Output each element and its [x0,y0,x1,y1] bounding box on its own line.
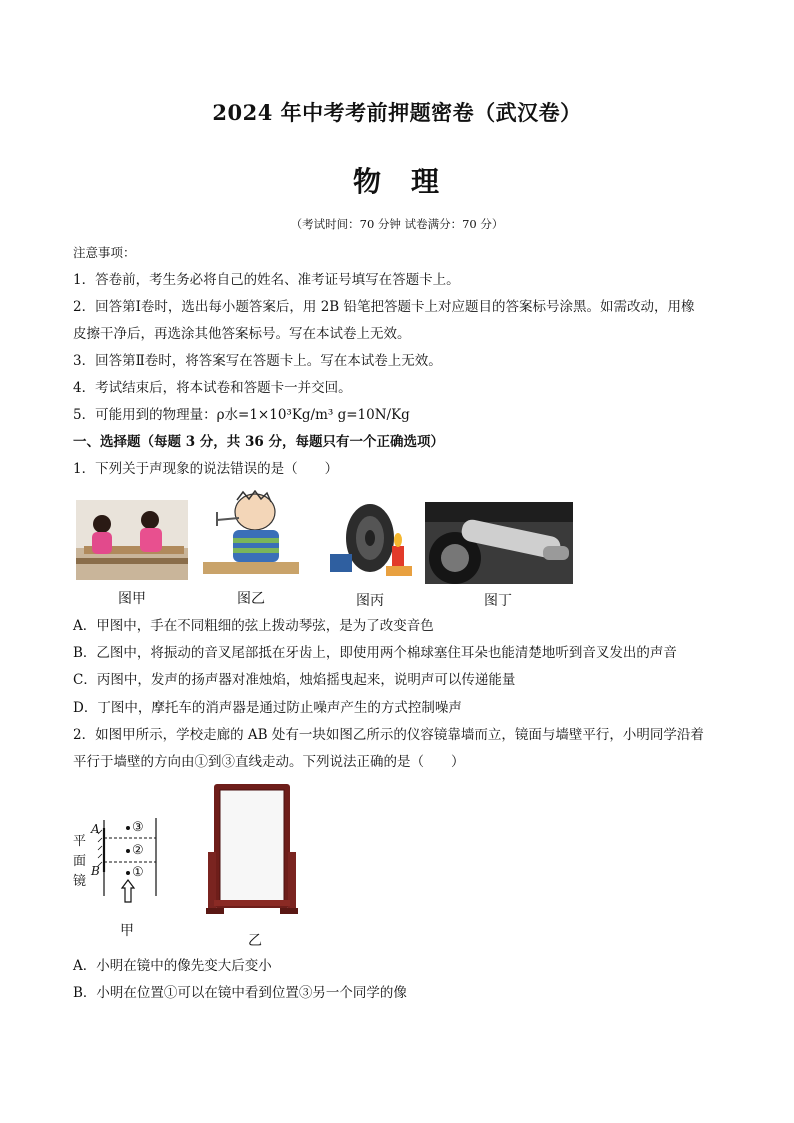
mirror-label-char: 平 [73,834,87,849]
figure-caption: 图乙 [237,591,265,607]
question-2-stem: 2．如图甲所示，学校走廊的 AB 处有一块如图乙所示的仪容镜靠墙而立，镜面与墙壁平行，小明同学沿着 [73,727,704,743]
figure-caption: 乙 [248,933,262,949]
speaker-candle-image [322,498,418,584]
exam-title: 2024 年中考考前押题密卷（武汉卷） [212,100,582,125]
question-1-stem: 1．下列关于声现象的说法错误的是（ ） [73,461,339,477]
mirror-plan-diagram [72,810,172,910]
position-label: ② [132,843,144,858]
guzheng-players-image [76,500,188,580]
question-1-option: D．丁图中，摩托车的消声器是通过防止噪声产生的方式控制噪声 [73,700,462,716]
subject-char: 物 [352,165,383,198]
question-2-option: A．小明在镜中的像先变大后变小 [73,958,272,974]
point-a-label: A [91,822,100,836]
note-item: 1．答卷前，考生务必将自己的姓名、准考证号填写在答题卡上。 [73,272,460,288]
tuning-fork-boy-image [203,490,299,580]
question-1-option: C．丙图中，发声的扬声器对准烛焰，烛焰摇曳起来，说明声可以传递能量 [73,672,516,688]
point-b-label: B [91,864,100,878]
question-1-option: A．甲图中，手在不同粗细的弦上拨动琴弦，是为了改变音色 [73,618,434,634]
section-heading: 一、选择题（每题 3 分，共 36 分，每题只有一个正确选项） [73,434,444,450]
question-2-option: B．小明在位置①可以在镜中看到位置③另一个同学的像 [73,985,407,1001]
note-item: 4．考试结束后，将本试卷和答题卡一并交回。 [73,380,352,396]
note-item: 5．可能用到的物理量：ρ水=1×10³Kg/m³ g=10N/Kg [73,407,410,423]
mirror-label-char: 镜 [73,874,87,889]
subject-title [0,160,794,200]
motorcycle-muffler-image [425,502,573,584]
dressing-mirror-image [204,782,300,926]
position-label: ③ [132,820,144,835]
notes-heading: 注意事项： [73,245,136,260]
question-1-option: B．乙图中，将振动的音叉尾部抵在牙齿上，即使用两个棉球塞住耳朵也能清楚地听到音叉发出的声音 [73,645,677,661]
subject-char: 理 [411,165,442,198]
position-label: ① [132,865,144,880]
exam-info: （考试时间：70 分钟 试卷满分：70 分） [290,217,504,231]
note-item: 皮擦干净后，再选涂其他答案标号。写在本试卷上无效。 [73,326,411,342]
figure-caption: 图丁 [484,593,512,609]
question-2-stem: 平行于墙壁的方向由①到③直线走动。下列说法正确的是（ ） [73,754,465,770]
mirror-label-char: 面 [73,854,87,869]
figure-caption: 图甲 [118,591,146,607]
figure-caption: 甲 [120,923,134,939]
figure-caption: 图丙 [356,593,384,609]
note-item: 3．回答第Ⅱ卷时，将答案写在答题卡上。写在本试卷上无效。 [73,353,442,369]
note-item: 2．回答第Ⅰ卷时，选出每小题答案后，用 2B 铅笔把答题卡上对应题目的答案标号涂黑。如需改动，用橡 [73,299,695,315]
